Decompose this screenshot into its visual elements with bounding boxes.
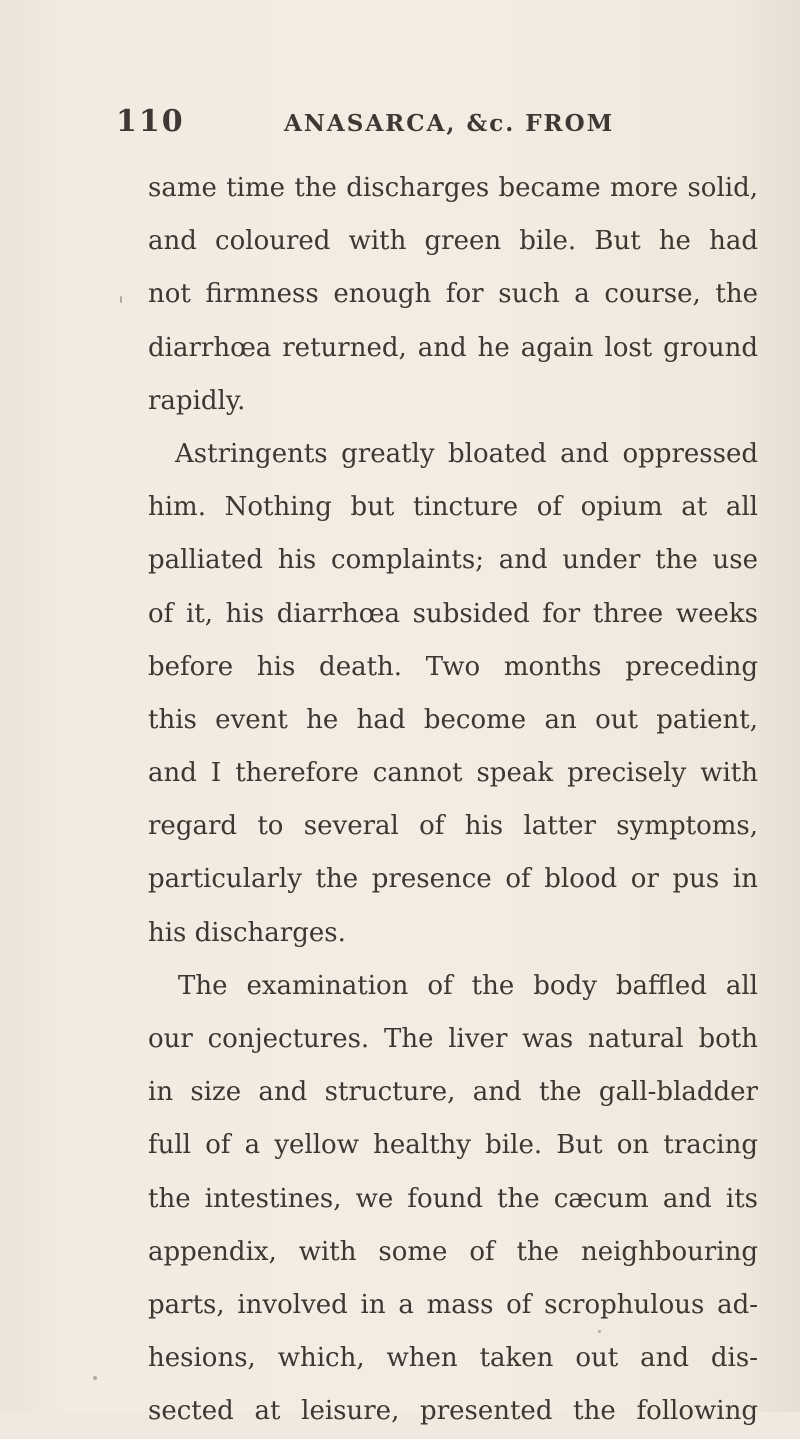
text-line: parts, involved in a mass of scrophulous ad- [148,1289,758,1320]
text-line: diarrhœa returned, and he again lost ground [148,332,758,363]
text-line: hesions, which, when taken out and dis- [148,1343,758,1374]
text-line: particularly the presence of blood or pus in [148,864,758,895]
text-line: palliated his complaints; and under the use [148,545,758,576]
text-line: not firmness enough for such a course, the [148,279,758,310]
text-line: him. Nothing but tincture of opium at all [148,492,758,523]
text-line: rapidly. [148,385,246,416]
page-header [0,104,800,154]
text-line: Astringents greatly bloated and oppressed [175,438,758,469]
text-line: The examination of the body baffled all [178,970,758,1001]
paper-speck [120,296,122,303]
body-text [148,162,758,1439]
text-line: before his death. Two months preceding [148,651,758,682]
text-line: sected at leisure, presented the following [148,1396,758,1427]
paper-speck [93,1376,97,1380]
text-line: full of a yellow healthy bile. But on tracing [148,1130,758,1161]
text-line: this event he had become an out patient, [148,704,758,735]
text-line: and I therefore cannot speak precisely with [148,758,758,789]
text-line: the intestines, we found the cæcum and its [148,1183,758,1214]
text-line: of it, his diarrhœa subsided for three weeks [148,598,758,629]
text-line: regard to several of his latter symptoms, [148,811,758,842]
text-line: same time the discharges became more solid, [148,173,758,203]
text-line: and coloured with green bile. But he had [148,226,758,257]
text-line: appendix, with some of the neighbouring [148,1236,758,1267]
text-line: in size and structure, and the gall-bladder [148,1077,758,1108]
text-line: our conjectures. The liver was natural both [148,1024,758,1054]
paper-speck [598,1330,601,1333]
running-head: ANASARCA, &c. FROM [284,110,615,137]
text-line: his discharges. [148,917,346,948]
page-number: 110 [116,104,185,139]
